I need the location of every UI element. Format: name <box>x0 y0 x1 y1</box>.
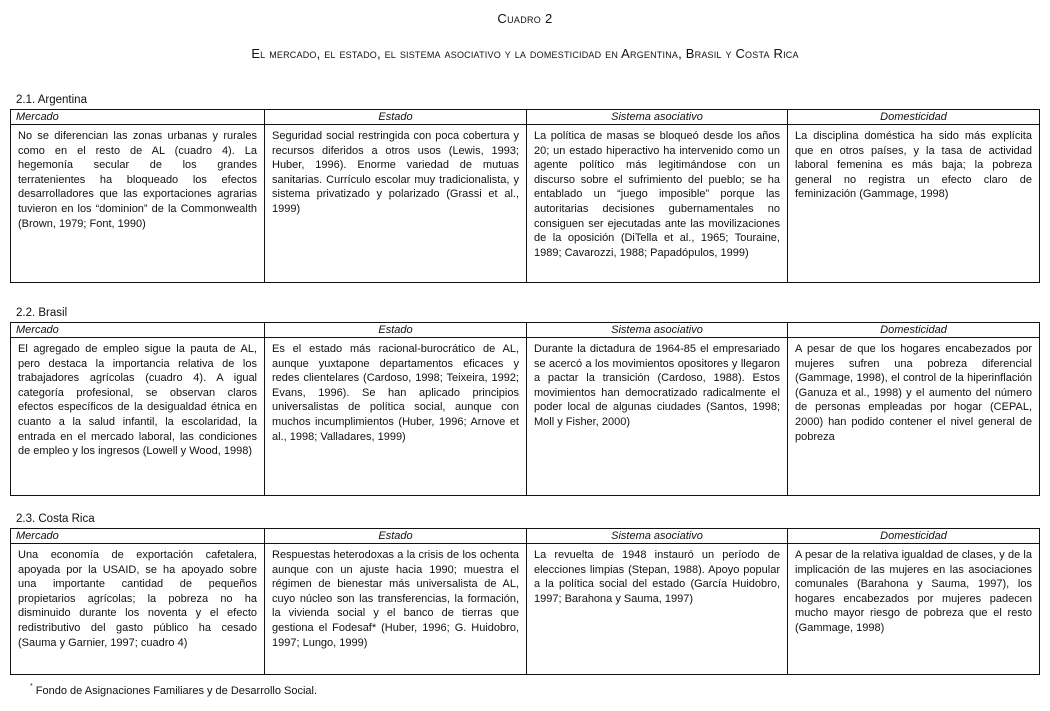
section-title-brasil: 2.2. Brasil <box>16 307 68 319</box>
cell-sistema-asociativo: La política de masas se bloqueó desde los años 20; un estado hiperactivo ha intervenido como un agente político más legitimándose con un discurso sobre el sufrimiento del pueblo; se ha entablado un “juego imposible” porque las autoritarias decisiones gubernamentales no consiguen ser ejecutadas ante las movilizaciones de la oposición (DiTella et al., 1965; Touraine, 1989; Cavarozzi, 1988; Papadópulos, 1999) <box>527 125 788 283</box>
header-estado: Estado <box>265 323 527 338</box>
cell-mercado: No se diferencian las zonas urbanas y rurales como en el resto de AL (cuadro 4). La hegemonía secular de los grandes terratenientes ha bloqueado los efectos desarrolladores que las exportaciones agrarias tuvieron en los “dominion” de la Commonwealth (Brown, 1979; Font, 1990) <box>11 125 265 283</box>
cell-mercado: Una economía de exportación cafetalera, apoyada por la USAID, se ha apoyado sobre una importante cantidad de pequeños propietarios agrícolas; la pobreza no ha disminuido durante los noventa y el efecto redistributivo del gasto público ha cesado (Sauma y Garnier, 1997; cuadro 4) <box>11 544 265 675</box>
table-argentina <box>10 109 1040 283</box>
table-caption-title: El mercado, el estado, el sistema asociativo y la domesticidad en Argentina, Brasil y Costa Rica <box>251 46 799 61</box>
cell-estado: Respuestas heterodoxas a la crisis de los ochenta aunque con un ajuste hacia 1990; muestra el régimen de bienestar más universalista de AL, cuyo núcleo son las transferencias, la formación, la vivienda social y el banco de tierras que gestiona el Fodesaf* (Huber, 1996; G. Huidobro, 1997; Lungo, 1999) <box>265 544 527 675</box>
cell-mercado: El agregado de empleo sigue la pauta de AL, pero destaca la importancia relativa de los trabajadores agrícolas (cuadro 4). A igual categoría profesional, se observan claros efectos específicos de la desigualdad étnica en cuanto a la salud infantil, la escolaridad, la entrada en el mercado laboral, las condiciones de empleo y los ingresos (Lowell y Wood, 1998) <box>11 338 265 496</box>
cell-sistema-asociativo: Durante la dictadura de 1964-85 el empresariado se acercó a los movimientos opositores y llegaron a pactar la transición (Cardoso, 1988). Estos movimientos han democratizado radicalmente el poder local de algunas ciudades (Santos, 1998; Moll y Fisher, 2000) <box>527 338 788 496</box>
header-row <box>11 529 1040 544</box>
header-sistema-asociativo: Sistema asociativo <box>527 529 788 544</box>
table-costa-rica <box>10 528 1040 675</box>
header-row <box>11 110 1040 125</box>
cell-sistema-asociativo: La revuelta de 1948 instauró un período de elecciones limpias (Stepan, 1988). Apoyo popular a la política social del estado (García Huidobro, 1997; Barahona y Sauma, 1997) <box>527 544 788 675</box>
table-row <box>11 125 1040 283</box>
table-row <box>11 338 1040 496</box>
header-row <box>11 323 1040 338</box>
header-estado: Estado <box>265 529 527 544</box>
header-estado: Estado <box>265 110 527 125</box>
footnote-text: Fondo de Asignaciones Familiares y de Desarrollo Social. <box>35 685 318 697</box>
header-mercado: Mercado <box>11 529 265 544</box>
header-domesticidad: Domesticidad <box>788 323 1040 338</box>
footnote <box>30 685 317 697</box>
header-sistema-asociativo: Sistema asociativo <box>527 110 788 125</box>
header-domesticidad: Domesticidad <box>788 529 1040 544</box>
cell-domesticidad: La disciplina doméstica ha sido más explícita que en otros países, y la tasa de actividad laboral femenina es más baja; la pobreza general no registra un efecto claro de feminización (Gammage, 1998) <box>788 125 1040 283</box>
table-brasil <box>10 322 1040 496</box>
header-domesticidad: Domesticidad <box>788 110 1040 125</box>
cell-domesticidad: A pesar de que los hogares encabezados por mujeres sufren una pobreza diferencial (Gammage, 1998), el control de la hiperinflación (Ganuza et al., 1998) y el aumento del número de personas empleadas por hogar (CEPAL, 2000) han podido contener el nivel general de pobreza <box>788 338 1040 496</box>
header-mercado: Mercado <box>11 323 265 338</box>
section-title-argentina: 2.1. Argentina <box>16 94 87 106</box>
cell-domesticidad: A pesar de la relativa igualdad de clases, y de la implicación de las mujeres en las asociaciones comunales (Barahona y Sauma, 1997), los hogares encabezados por mujeres padecen mucho mayor riesgo de pobreza que el resto (Gammage, 1998) <box>788 544 1040 675</box>
cell-estado: Es el estado más racional-burocrático de AL, aunque yuxtapone departamentos eficaces y redes clientelares (Cardoso, 1998; Teixeira, 1992; Evans, 1996). Se han aplicado principios universalistas de política social, aunque con muchos incumplimientos (Huber, 1996; Arnove et al., 1998; Valladares, 1999) <box>265 338 527 496</box>
table-caption-label: Cuadro 2 <box>497 11 553 26</box>
header-sistema-asociativo: Sistema asociativo <box>527 323 788 338</box>
section-title-costa-rica: 2.3. Costa Rica <box>16 513 95 525</box>
table-row <box>11 544 1040 675</box>
cell-estado: Seguridad social restringida con poca cobertura y recursos diferidos a otros usos (Lewis, 1993; Huber, 1996). Enorme variedad de mutuas sanitarias. Currículo escolar muy tradicionalista, y sistema privatizado y polarizado (Grassi et al., 1999) <box>265 125 527 283</box>
footnote-marker: * <box>30 683 33 690</box>
header-mercado: Mercado <box>11 110 265 125</box>
